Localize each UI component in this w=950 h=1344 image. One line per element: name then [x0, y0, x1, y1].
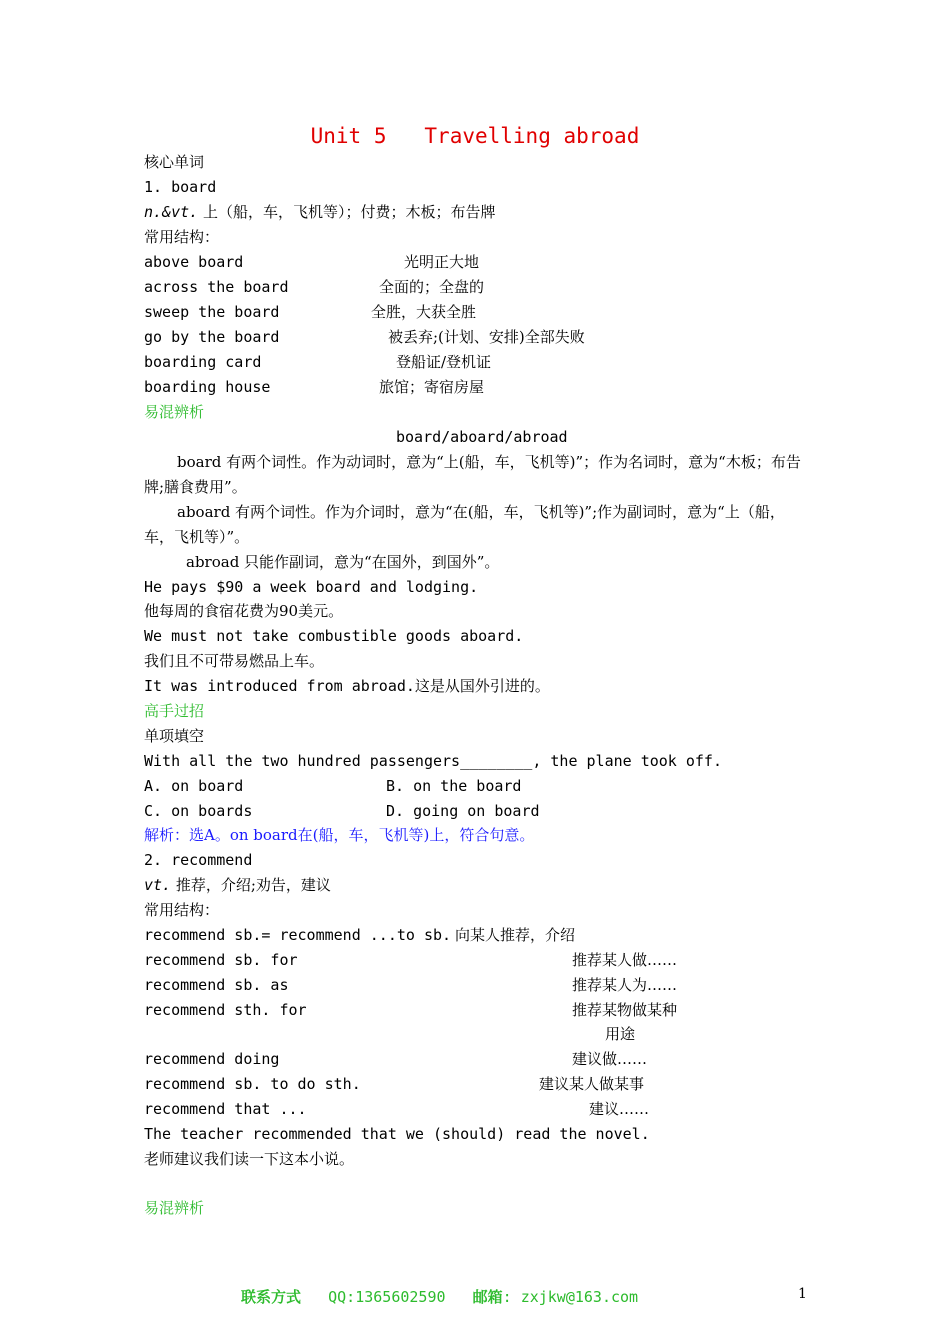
phrase-en: recommend sb. to do sth.: [144, 1075, 361, 1093]
structure-label: 常用结构：: [144, 901, 220, 919]
definition-text: 推荐，介绍;劝告，建议: [171, 876, 331, 894]
example-cn: 他每周的食宿花费为90美元。: [144, 602, 344, 620]
phrase-en: recommend sth. for: [144, 1001, 307, 1019]
phrase-en: recommend doing: [144, 1050, 280, 1068]
option-c: C. on boards: [144, 802, 253, 820]
part-of-speech: vt.: [144, 876, 172, 894]
phrase-cn: 建议做……: [572, 1050, 648, 1068]
phrase-cn: 登船证/登机证: [396, 353, 492, 371]
phrase-cn-cont: 用途: [605, 1025, 636, 1043]
example-cn: 老师建议我们读一下这本小说。: [144, 1150, 355, 1168]
option-b: B. on the board: [386, 777, 522, 795]
phrase-en: above board: [144, 253, 244, 271]
confuse-heading: 易混辨析: [144, 1199, 205, 1217]
phrase-cn: 推荐某人做……: [572, 951, 678, 969]
mail-label: 邮箱: [472, 1288, 503, 1306]
phrase-cn: 推荐某人为……: [572, 976, 678, 994]
phrase-en: recommend that ...: [144, 1100, 307, 1118]
phrase-cn: 被丢弃;(计划、安排)全部失败: [388, 328, 585, 346]
footer-contact: 联系方式 QQ:1365602590 邮箱: zxjkw@163.com: [241, 1288, 639, 1306]
confuse-heading: 易混辨析: [144, 403, 205, 421]
single-choice-label: 单项填空: [144, 727, 205, 745]
qq-number: QQ:1365602590: [328, 1288, 446, 1306]
page-number: 1: [798, 1286, 807, 1302]
explanation-aboard: aboard 有两个词性。作为介词时，意为“在(船，车，飞机等)”;作为副词时，意为“上（船，车，飞机等）”。: [144, 503, 785, 546]
phrase-en: boarding house: [144, 378, 271, 396]
phrase-en: across the board: [144, 278, 289, 296]
word-heading-recommend: 2. recommend: [144, 851, 253, 869]
word-definition-board: [144, 202, 495, 222]
phrase-cn: 建议……: [589, 1100, 650, 1118]
confuse-words: board/aboard/abroad: [396, 428, 568, 446]
phrase-cn: 推荐某物做某种: [572, 1001, 678, 1019]
part-of-speech: n.&vt.: [144, 203, 199, 221]
phrase-cn: 向某人推荐，介绍: [455, 926, 576, 944]
phrase-cn: 全面的；全盘的: [379, 278, 485, 296]
phrase-en: go by the board: [144, 328, 280, 346]
section-core-words: 核心单词: [144, 153, 205, 171]
explanation-abroad: abroad 只能作副词，意为“在国外，到国外”。: [186, 553, 500, 571]
page-title: Unit 5 Travelling abroad: [310, 124, 640, 148]
option-a: A. on board: [144, 777, 244, 795]
explanation-board: board 有两个词性。作为动词时，意为“上(船，车，飞机等)”；作为名词时，意为“木板；布告牌;膳食费用”。: [144, 453, 801, 496]
example-en: He pays $90 a week board and lodging.: [144, 578, 479, 596]
phrase-en: sweep the board: [144, 303, 280, 321]
example-mixed: It was introduced from abroad.这是从国外引进的。: [144, 677, 550, 695]
phrase-en: recommend sb. for: [144, 951, 298, 969]
master-heading: 高手过招: [144, 702, 205, 720]
example-cn: 我们且不可带易燃品上车。: [144, 652, 325, 670]
mail-address: zxjkw@163.com: [520, 1288, 639, 1306]
structure-label: 常用结构：: [144, 228, 220, 246]
phrase-cn: 光明正大地: [404, 253, 480, 271]
answer-explanation: 解析：选A。on board在(船，车，飞机等)上，符合句意。: [144, 826, 535, 844]
phrase-en: boarding card: [144, 353, 262, 371]
example-en: The teacher recommended that we (should) read the novel.: [144, 1125, 650, 1143]
phrase-en: recommend sb. as: [144, 976, 289, 994]
phrase-en: recommend sb.= recommend ...to sb.: [144, 926, 452, 944]
contact-label: 联系方式: [241, 1288, 302, 1306]
word-definition-recommend: [144, 875, 331, 895]
phrase-cn: 全胜，大获全胜: [371, 303, 477, 321]
word-heading-board: 1. board: [144, 178, 217, 196]
phrase-cn: 建议某人做某事: [539, 1075, 645, 1093]
phrase-cn: 旅馆；寄宿房屋: [379, 378, 485, 396]
question-text: With all the two hundred passengers________, the plane took off.: [144, 752, 722, 770]
option-d: D. going on board: [386, 802, 540, 820]
definition-text: 上（船，车，飞机等）；付费；木板；布告牌: [198, 203, 496, 221]
example-en: We must not take combustible goods aboard.: [144, 627, 524, 645]
